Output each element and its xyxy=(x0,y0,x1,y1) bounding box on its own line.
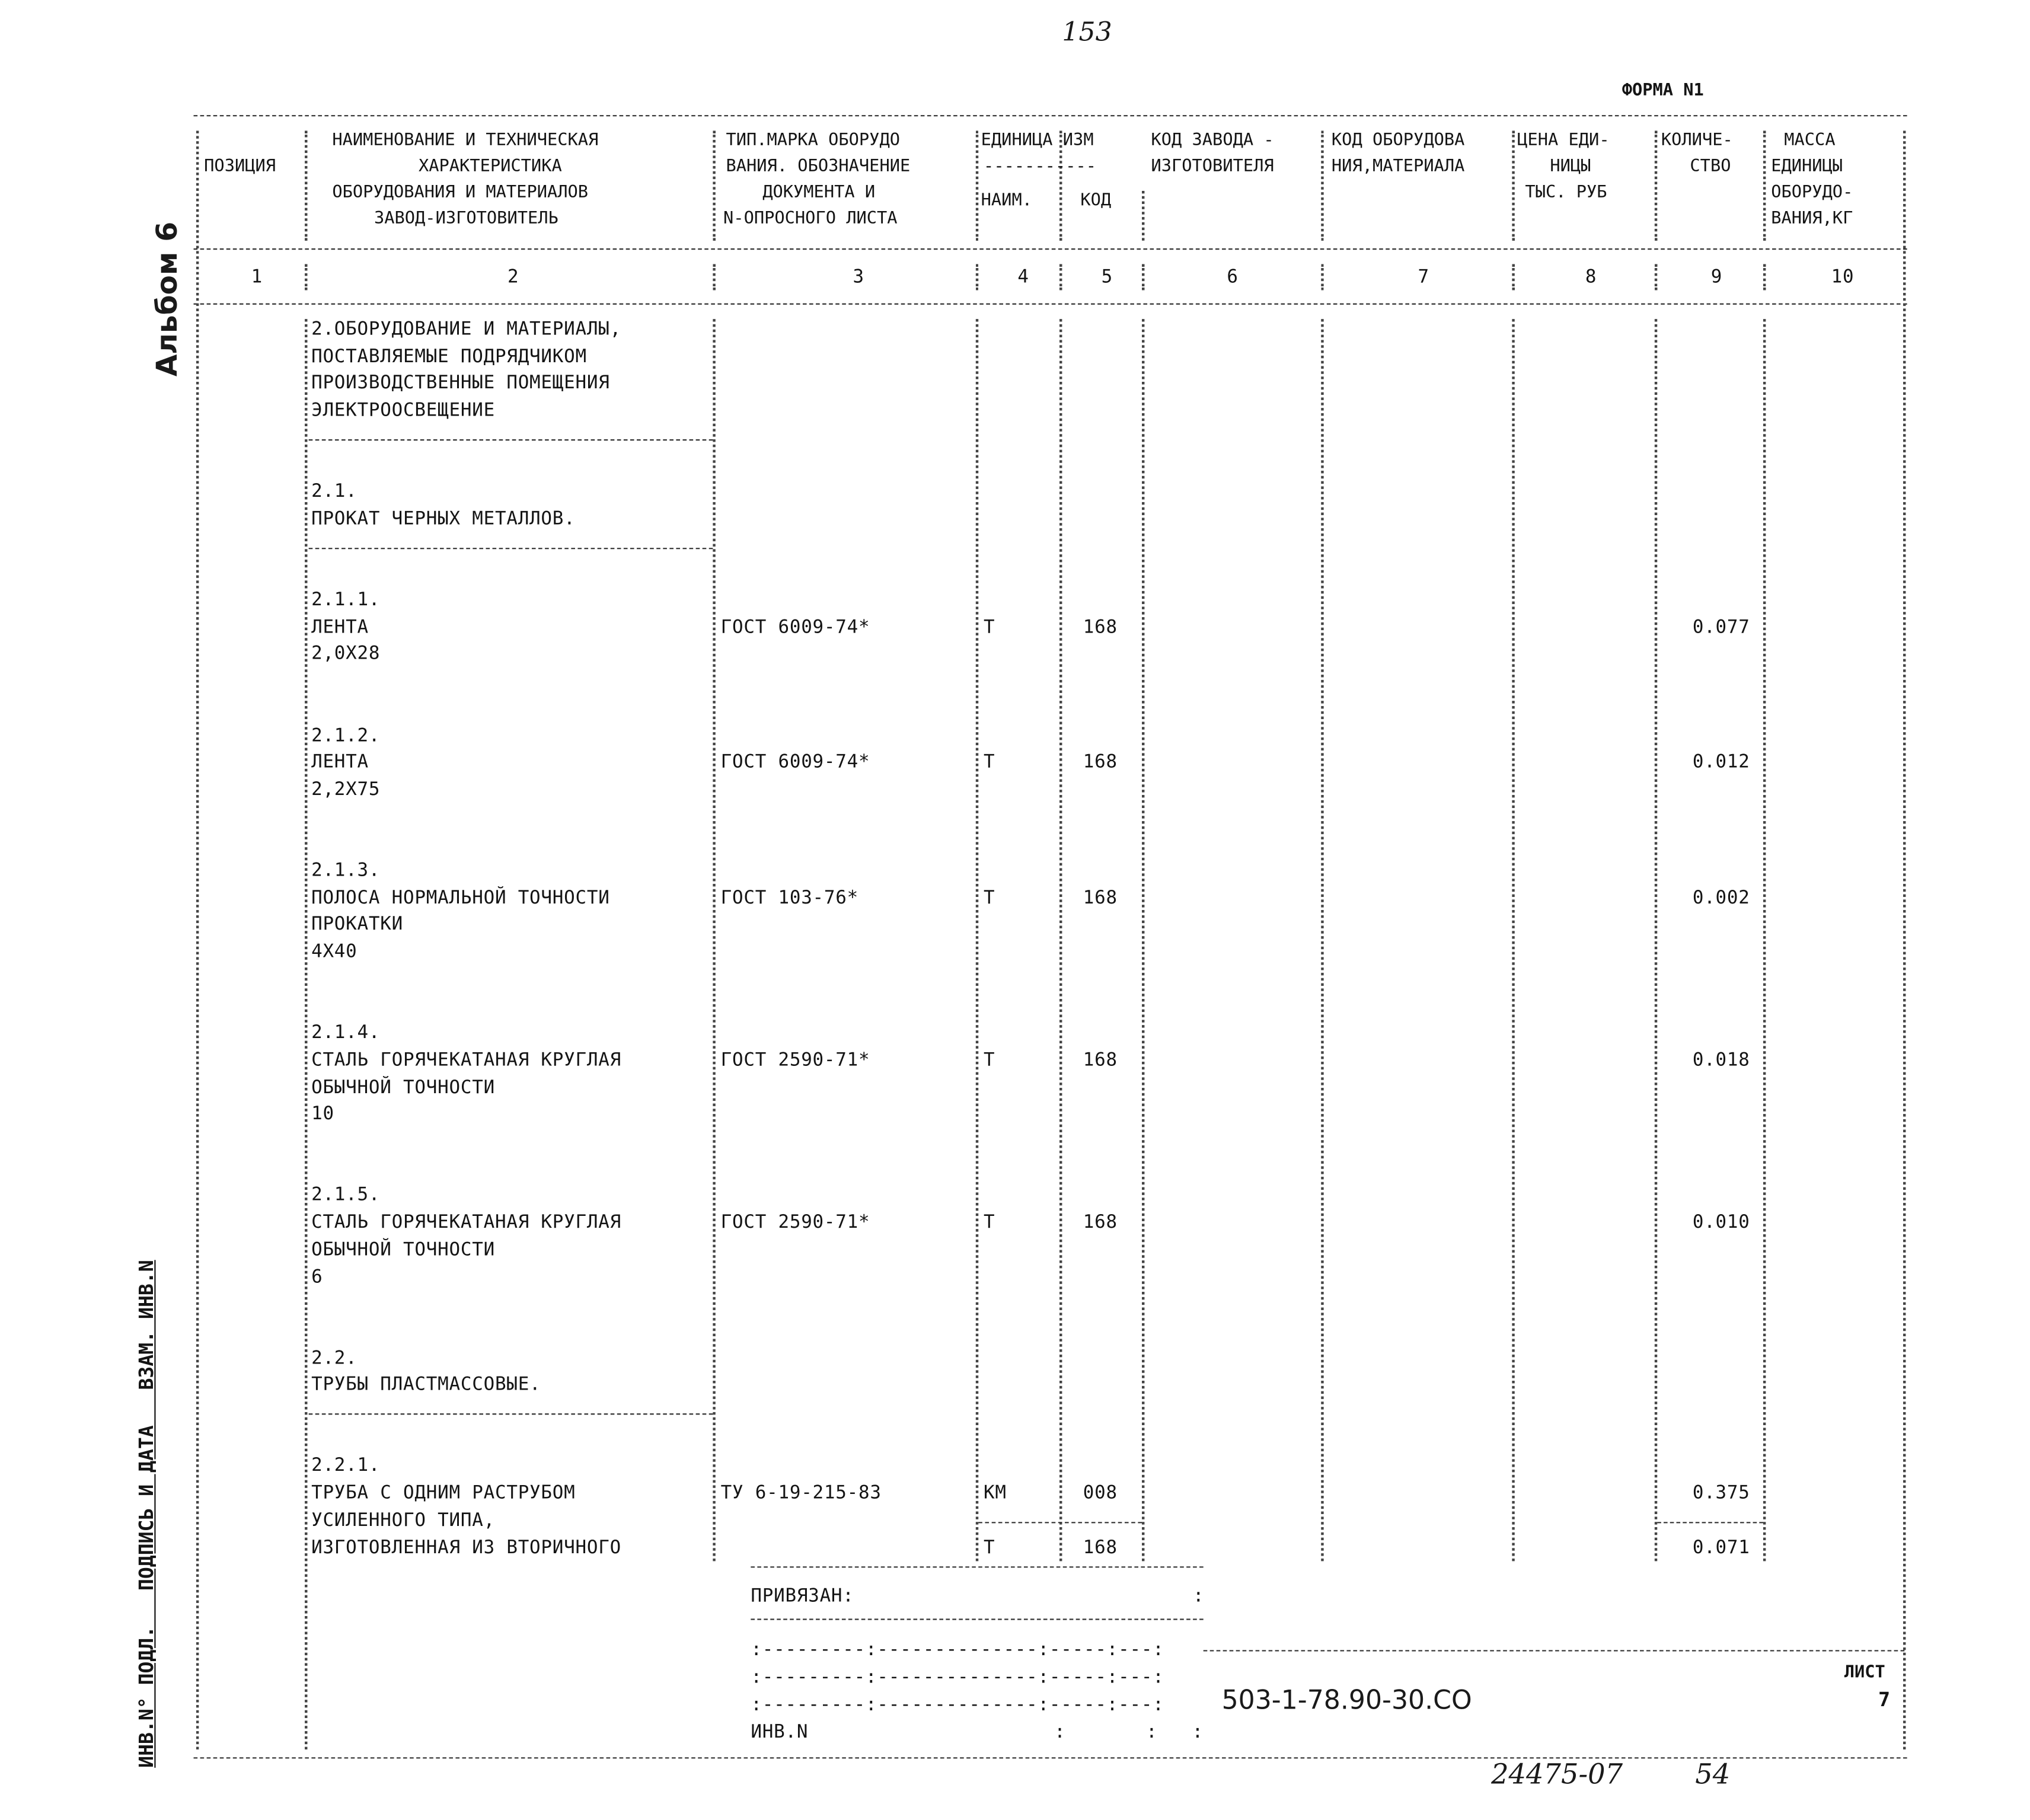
column-divider xyxy=(1655,319,1657,1561)
privyazan-colon: : xyxy=(1193,1586,1205,1607)
column-divider xyxy=(1059,319,1062,1561)
inv-label: ИНВ.N xyxy=(751,1722,809,1743)
column-number: 7 xyxy=(1418,266,1429,288)
column-number: 6 xyxy=(1227,266,1239,288)
left-border xyxy=(196,131,199,1749)
item-name: 2.2. xyxy=(311,1347,358,1369)
item-name: ЛЕНТА xyxy=(311,617,369,638)
item-unit-code: 168 xyxy=(1083,1049,1118,1071)
header-column-divider xyxy=(1321,131,1323,241)
column-divider xyxy=(1763,319,1766,1561)
header-name: ОБОРУДОВАНИЯ И МАТЕРИАЛОВ xyxy=(332,183,589,203)
item-name: 10 xyxy=(311,1104,334,1125)
column-divider xyxy=(1142,319,1144,1561)
item-name: ПРОИЗВОДСТВЕННЫЕ ПОМЕЩЕНИЯ xyxy=(311,373,610,394)
item-name: ПОСТАВЛЯЕМЫЕ ПОДРЯДЧИКОМ xyxy=(311,346,587,368)
header-name: НАИМЕНОВАНИЕ И ТЕХНИЧЕСКАЯ xyxy=(332,130,599,151)
header-column-divider xyxy=(1512,131,1514,241)
header-document: ВАНИЯ. ОБОЗНАЧЕНИЕ xyxy=(726,157,911,177)
group-separator xyxy=(309,439,713,440)
item-document: ГОСТ 2590-71* xyxy=(720,1212,870,1233)
numbers-rule xyxy=(194,304,1907,305)
header-quantity: СТВО xyxy=(1690,157,1731,177)
sheet-label: ЛИСТ xyxy=(1844,1663,1885,1683)
number-column-divider xyxy=(1059,264,1062,290)
document-designation: 503-1-78.90-30.СО xyxy=(1221,1684,1472,1716)
header-document: N-ОПРОСНОГО ЛИСТА xyxy=(723,209,898,229)
header-document: ДОКУМЕНТА И xyxy=(762,183,876,203)
item-unit: Т xyxy=(984,617,995,638)
stamp-cells-row: :---------:--------------:-----:---: xyxy=(751,1694,1164,1716)
item-unit: КМ xyxy=(984,1483,1007,1504)
item-quantity: 0.002 xyxy=(1692,887,1750,909)
item-document: ГОСТ 6009-74* xyxy=(720,752,870,773)
item-name: 2.2.1. xyxy=(311,1455,381,1477)
item-unit-code: 008 xyxy=(1083,1483,1118,1504)
column-number: 5 xyxy=(1101,266,1113,288)
header-unit: ----------- xyxy=(984,157,1097,177)
privyazan-label: ПРИВЯЗАН: xyxy=(751,1586,854,1607)
side-stamp: ИНВ.N° ПОДЛ. ПОДПИСЬ И ДАТА ВЗАМ. ИНВ.N xyxy=(135,1260,158,1768)
number-column-divider xyxy=(1321,264,1323,290)
item-quantity: 0.071 xyxy=(1692,1537,1750,1558)
header-position: ПОЗИЦИЯ xyxy=(204,157,276,177)
header-equipment-code: КОД ОБОРУДОВА xyxy=(1331,130,1465,151)
page-bottom-rule xyxy=(194,1757,1907,1758)
item-document: ГОСТ 6009-74* xyxy=(720,617,870,638)
header-column-divider xyxy=(1142,191,1144,241)
stamp-cells-row: :---------:--------------:-----:---: xyxy=(751,1667,1164,1688)
title-block-rule xyxy=(1204,1650,1905,1651)
item-name: ПОЛОСА НОРМАЛЬНОЙ ТОЧНОСТИ xyxy=(311,887,610,909)
column-divider xyxy=(1512,319,1514,1561)
stamp-top-rule xyxy=(751,1566,1203,1567)
item-name: ЛЕНТА xyxy=(311,752,369,773)
item-name: 2.ОБОРУДОВАНИЕ И МАТЕРИАЛЫ, xyxy=(311,319,622,340)
inv-cells: : : : xyxy=(1054,1722,1204,1743)
group-separator xyxy=(309,1413,713,1415)
header-name: ХАРАКТЕРИСТИКА xyxy=(418,157,562,177)
item-unit: Т xyxy=(984,1212,995,1233)
stamp-rule xyxy=(751,1618,1203,1620)
right-border xyxy=(1903,131,1905,1749)
header-price: ТЫС. РУБ xyxy=(1525,183,1607,203)
header-unit-name: НАИМ. xyxy=(981,191,1033,211)
header-price: ЦЕНА ЕДИ- xyxy=(1517,130,1610,151)
item-name: 6 xyxy=(311,1266,323,1288)
sheet-number: 7 xyxy=(1878,1688,1891,1712)
item-unit-code: 168 xyxy=(1083,752,1118,773)
header-rule xyxy=(194,248,1907,250)
form-label: ФОРМА N1 xyxy=(1622,81,1704,101)
number-column-divider xyxy=(1763,264,1766,290)
header-unit: ЕДИНИЦА ИЗМ xyxy=(981,130,1094,151)
item-name: ОБЫЧНОЙ ТОЧНОСТИ xyxy=(311,1239,495,1260)
number-column-divider xyxy=(1512,264,1514,290)
item-name: 2.1. xyxy=(311,481,358,503)
column-number: 1 xyxy=(251,266,263,288)
item-unit-code: 168 xyxy=(1083,1212,1118,1233)
column-number: 3 xyxy=(853,266,864,288)
header-manufacturer-code: ИЗГОТОВИТЕЛЯ xyxy=(1151,157,1274,177)
handwritten-number: 24475-07 xyxy=(1491,1758,1623,1790)
header-unit-code: КОД xyxy=(1080,191,1112,211)
header-quantity: КОЛИЧЕ- xyxy=(1661,130,1733,151)
item-name: СТАЛЬ ГОРЯЧЕКАТАНАЯ КРУГЛАЯ xyxy=(311,1049,622,1071)
header-equipment-code: НИЯ,МАТЕРИАЛА xyxy=(1331,157,1465,177)
item-name: 2.1.5. xyxy=(311,1185,381,1206)
item-name: ПРОКАТКИ xyxy=(311,914,404,935)
item-name: ПРОКАТ ЧЕРНЫХ МЕТАЛЛОВ. xyxy=(311,508,576,529)
header-mass: ЕДИНИЦЫ xyxy=(1771,157,1843,177)
item-quantity: 0.012 xyxy=(1692,752,1750,773)
unit-separator xyxy=(978,1522,1142,1523)
item-quantity: 0.010 xyxy=(1692,1212,1750,1233)
item-quantity: 0.018 xyxy=(1692,1049,1750,1071)
item-name: 2.1.1. xyxy=(311,589,381,611)
item-document: ГОСТ 103-76* xyxy=(720,887,859,909)
item-unit-code: 168 xyxy=(1083,1537,1118,1558)
header-column-divider xyxy=(1655,131,1657,241)
item-name: ТРУБА С ОДНИМ РАСТРУБОМ xyxy=(311,1483,576,1504)
item-name: ОБЫЧНОЙ ТОЧНОСТИ xyxy=(311,1077,495,1098)
item-quantity: 0.077 xyxy=(1692,617,1750,638)
item-document: ТУ 6-19-215-83 xyxy=(720,1483,882,1504)
item-name: 2.1.2. xyxy=(311,724,381,746)
header-column-divider xyxy=(713,131,715,241)
item-document: ГОСТ 2590-71* xyxy=(720,1049,870,1071)
header-mass: ОБОРУДО- xyxy=(1771,183,1853,203)
number-column-divider xyxy=(305,264,307,290)
header-column-divider xyxy=(1763,131,1766,241)
item-unit-code: 168 xyxy=(1083,887,1118,909)
column-number: 8 xyxy=(1585,266,1597,288)
group-separator xyxy=(309,547,713,548)
header-name: ЗАВОД-ИЗГОТОВИТЕЛЬ xyxy=(374,209,558,229)
item-name: 4Х40 xyxy=(311,941,358,963)
header-mass: МАССА xyxy=(1784,130,1836,151)
item-name: ЭЛЕКТРООСВЕЩЕНИЕ xyxy=(311,400,495,422)
stamp-cells-row: :---------:--------------:-----:---: xyxy=(751,1639,1164,1661)
column-number: 2 xyxy=(508,266,519,288)
number-column-divider xyxy=(1655,264,1657,290)
item-unit: Т xyxy=(984,752,995,773)
table-top-rule xyxy=(194,115,1907,116)
header-document: ТИП.МАРКА ОБОРУДО xyxy=(726,130,901,151)
item-unit-code: 168 xyxy=(1083,617,1118,638)
column-number: 4 xyxy=(1017,266,1029,288)
column-divider xyxy=(1321,319,1323,1561)
header-column-divider xyxy=(305,131,307,241)
number-column-divider xyxy=(713,264,715,290)
header-manufacturer-code: КОД ЗАВОДА - xyxy=(1151,130,1274,151)
header-price: НИЦЫ xyxy=(1550,157,1591,177)
item-quantity: 0.375 xyxy=(1692,1483,1750,1504)
item-unit: Т xyxy=(984,887,995,909)
item-name: 2,2Х75 xyxy=(311,779,381,800)
handwritten-page: 54 xyxy=(1695,1758,1731,1790)
column-number: 10 xyxy=(1831,266,1855,288)
column-divider xyxy=(713,319,715,1561)
item-name: ТРУБЫ ПЛАСТМАССОВЫЕ. xyxy=(311,1374,541,1396)
album-label: Альбом 6 xyxy=(151,221,185,377)
item-name: УСИЛЕННОГО ТИПА, xyxy=(311,1509,495,1531)
column-number: 9 xyxy=(1710,266,1723,288)
item-unit: Т xyxy=(984,1537,995,1558)
header-mass: ВАНИЯ,КГ xyxy=(1771,209,1853,229)
page-number: 153 xyxy=(1062,15,1112,47)
number-column-divider xyxy=(1142,264,1144,290)
item-name: 2,0Х28 xyxy=(311,643,381,665)
item-name: 2.1.4. xyxy=(311,1023,381,1044)
item-unit: Т xyxy=(984,1049,995,1071)
column-divider xyxy=(305,319,307,1749)
number-column-divider xyxy=(976,264,978,290)
header-column-divider xyxy=(976,131,978,241)
column-divider xyxy=(976,319,978,1561)
item-name: СТАЛЬ ГОРЯЧЕКАТАНАЯ КРУГЛАЯ xyxy=(311,1212,622,1233)
quantity-separator xyxy=(1657,1522,1763,1523)
item-name: 2.1.3. xyxy=(311,860,381,882)
item-name: ИЗГОТОВЛЕННАЯ ИЗ ВТОРИЧНОГО xyxy=(311,1537,622,1558)
